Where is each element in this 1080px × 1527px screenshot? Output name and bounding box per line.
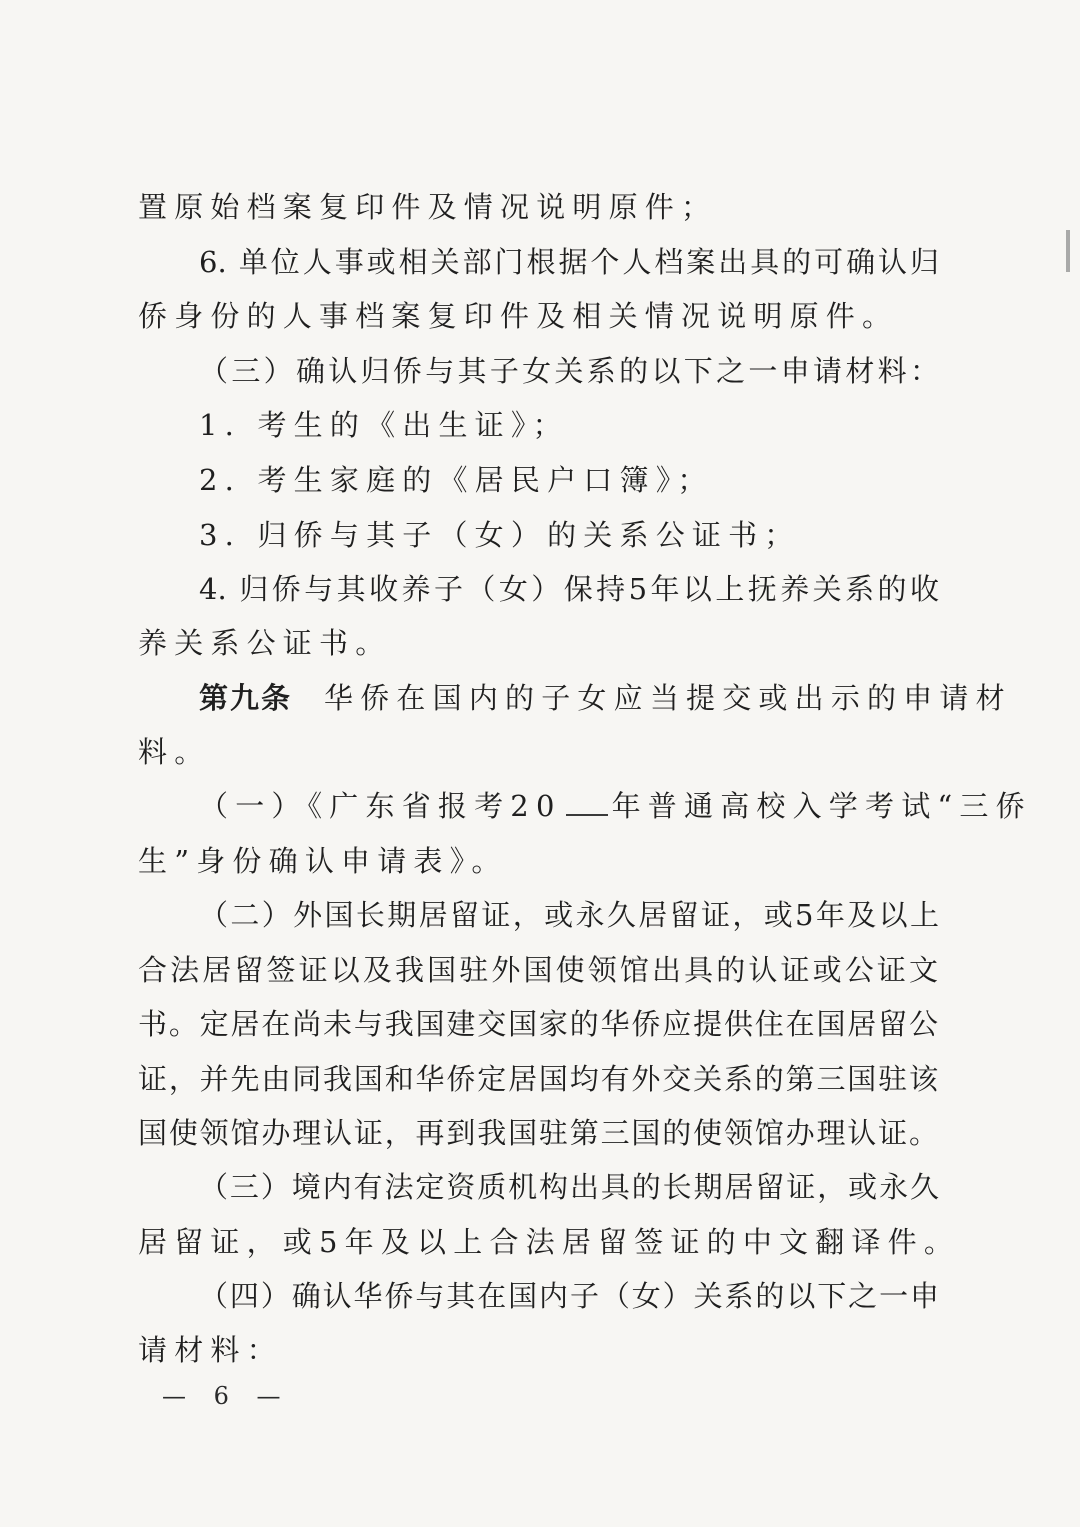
form-title-line — [199, 779, 1032, 833]
text-line: 6. 单位人事或相关部门根据个人档案出具的可确认归 — [199, 245, 939, 279]
text-line: 置原始档案复印件及情况说明原件； — [138, 190, 718, 224]
text-line: 合法居留签证以及我国驻外国使领馆出具的认证或公证文 — [138, 953, 938, 987]
scan-edge-mark — [1066, 230, 1070, 272]
article-9-heading — [199, 671, 1012, 725]
text-line: 书。定居在尚未与我国建交国家的华侨应提供住在国居留公 — [138, 1007, 938, 1041]
text-line: 居留证，或5年及以上合法居留签证的中文翻译件。 — [138, 1225, 961, 1259]
text-line: 2. 考生家庭的《居民户口簿》； — [199, 463, 714, 497]
text-line: （四）确认华侨与其在国内子（女）关系的以下之一申 — [199, 1279, 939, 1313]
text-line: 4. 归侨与其收养子（女）保持5年以上抚养关系的收 — [199, 572, 939, 606]
text-line: （三）境内有法定资质机构出具的长期居留证，或永久 — [199, 1170, 939, 1204]
text-line: 国使领馆办理认证，再到我国驻第三国的使领馆办理认证。 — [138, 1116, 938, 1150]
text-line: 生”身份确认申请表》。 — [138, 844, 508, 878]
form-title-after: 年普通高校入学考试“三侨 — [611, 789, 1032, 823]
text-line: 养关系公证书。 — [138, 626, 392, 660]
text-line: （三）确认归侨与其子女关系的以下之一申请材料： — [199, 354, 939, 388]
text-line: 1. 考生的《出生证》； — [199, 408, 569, 442]
article-text: 华侨在国内的子女应当提交或出示的申请材 — [324, 681, 1012, 715]
page-number: — 6 — — [162, 1382, 291, 1410]
text-line: 3. 归侨与其子（女）的关系公证书； — [199, 518, 801, 552]
text-line: 料。 — [138, 735, 211, 769]
text-line: （二）外国长期居留证，或永久居留证，或5年及以上 — [199, 898, 939, 932]
article-label: 第九条 — [199, 681, 293, 715]
text-line: 证，并先由同我国和华侨定居国均有外交关系的第三国驻该 — [138, 1062, 938, 1096]
year-blank — [566, 788, 608, 816]
text-line: 侨身份的人事档案复印件及相关情况说明原件。 — [138, 299, 899, 333]
form-title-before: （一）《广东省报考20 — [199, 789, 562, 823]
text-line: 请材料： — [138, 1333, 283, 1367]
